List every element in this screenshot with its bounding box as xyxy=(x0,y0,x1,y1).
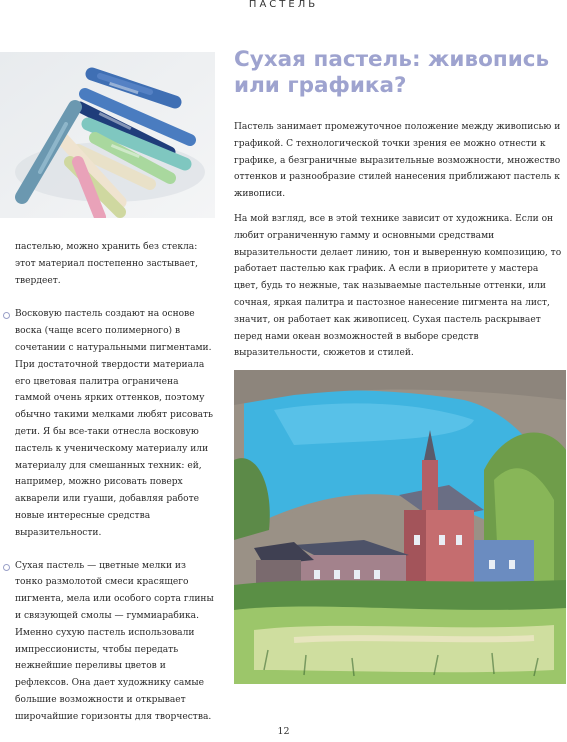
section-headline: Сухая пастель: живопись или графика? xyxy=(234,47,550,98)
running-head: ПАСТЕЛЬ xyxy=(248,0,319,10)
page-number: 12 xyxy=(277,726,290,737)
left-column xyxy=(15,239,215,742)
list-item: Восковую пастель создают на основе воска (чаще всего полимерного) в сочетании с натуральными пигментами. При достаточной твердости материала его цветовая палитра ограничена гаммой очень ярких оттенков, поэтому обычно такими мелками любят рисовать дети. Я бы все-таки отнесла восковую пастель к ученическому материалу или материалу для смешанных техник: ей, например, можно рисовать поверх акварели или гуаши, добавляя работе новые интересные средства выразительности. xyxy=(15,306,215,541)
pastel-landscape-painting xyxy=(234,370,566,684)
list-item: Сухая пастель — цветные мелки из тонко размолотой смеси красящего пигмента, мела или особого сорта глины и связующей смолы — гуммиарабика. Именно сухую пастель использовали импрессионисты, чтобы передать нежнейшие переливы цветов и рефлексов. Она дает художнику самые большие возможности и открывает широчайшие горизонты для творчества. xyxy=(15,558,215,726)
body-paragraph: Пастель занимает промежуточное положение между живописью и графикой. С технологической точки зрения ее можно отнести к графике, а безграничные выразительные возможности, множество оттенков и разнообразие стилей нанесения приближают пастель к живописи. xyxy=(234,122,561,200)
pastel-sticks-photo xyxy=(0,52,215,218)
continuation-paragraph: пастелью, можно хранить без стекла: этот материал постепенно застывает, твердеет. xyxy=(15,242,198,286)
body-paragraph: На мой взгляд, все в этой технике зависит от художника. Если он любит ограниченную гамму и основными средствами выразительности делает линию, тон и выверенную композицию, то работает пастелью как график. А если в приоритете у мастера цвет, будь то нежные, так называемые пастельные оттенки, или сочная, яркая палитра и пастозное нанесение пигмента на лист, значит, он работает как живописец. Сухая пастель раскрывает перед нами океан возможностей в выборе средств выразительности, сюжетов и стилей. xyxy=(234,213,562,359)
right-column xyxy=(234,119,564,370)
